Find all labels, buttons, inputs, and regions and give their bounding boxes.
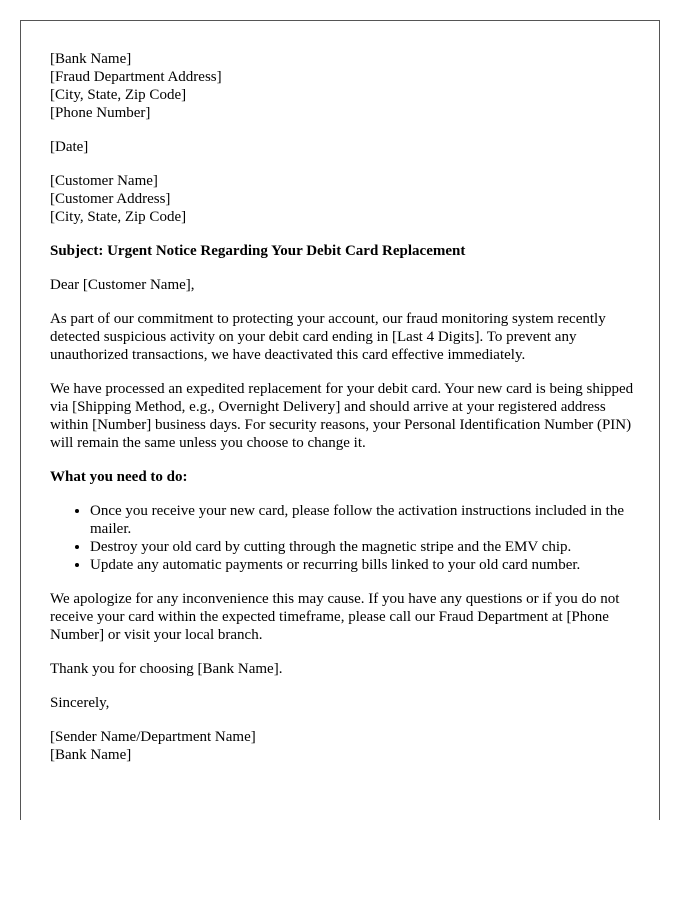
sender-department-address: [Fraud Department Address]: [50, 69, 222, 85]
letter-page: [20, 20, 660, 820]
letter-body: [50, 50, 640, 780]
letter-subject: Subject: Urgent Notice Regarding Your Debit Card Replacement: [50, 243, 466, 259]
todo-heading: What you need to do:: [50, 469, 188, 485]
signature-bank-name: [Bank Name]: [50, 747, 132, 763]
signoff: Sincerely,: [50, 695, 110, 711]
letter-date: [Date]: [50, 139, 89, 155]
sender-bank-name: [Bank Name]: [50, 51, 132, 67]
signature-block: [50, 728, 640, 764]
todo-item-destroy-old-card: • Destroy your old card by cutting through the magnetic stripe and the EMV chip.: [90, 538, 640, 556]
paragraph-fraud-detected: As part of our commitment to protecting your account, our fraud monitoring system recently detected suspicious activity on your debit card ending in [Last 4 Digits]. To prevent any unauthorized transactions, we have deactivated this card effective immediately.: [50, 311, 606, 363]
paragraph-apology-contact: We apologize for any inconvenience this may cause. If you have any questions or if you do not receive your card within the expected timeframe, please call our Fraud Department at [Phone Number] or visit your local branch.: [50, 591, 620, 643]
todo-item-activate: • Once you receive your new card, please follow the activation instructions included in the mailer.: [90, 502, 640, 538]
recipient-city-state-zip: [City, State, Zip Code]: [50, 209, 187, 225]
recipient-address-block: [50, 172, 640, 226]
sender-phone-number: [Phone Number]: [50, 105, 151, 121]
salutation: Dear [Customer Name],: [50, 277, 195, 293]
signature-sender-name: [Sender Name/Department Name]: [50, 729, 256, 745]
sender-address-block: [50, 50, 640, 122]
todo-item-update-payments: • Update any automatic payments or recurring bills linked to your old card number.: [90, 556, 640, 574]
paragraph-replacement-shipping: We have processed an expedited replacement for your debit card. Your new card is being shipped via [Shipping Method, e.g., Overnight Delivery] and should arrive at your registered address within [Number] business days. For security reasons, your Personal Identification Number (PIN) will remain the same unless you choose to change it.: [50, 381, 634, 451]
thank-you-line: Thank you for choosing [Bank Name].: [50, 661, 283, 677]
sender-city-state-zip: [City, State, Zip Code]: [50, 87, 187, 103]
recipient-address: [Customer Address]: [50, 191, 171, 207]
todo-list: [50, 502, 640, 574]
recipient-name: [Customer Name]: [50, 173, 158, 189]
